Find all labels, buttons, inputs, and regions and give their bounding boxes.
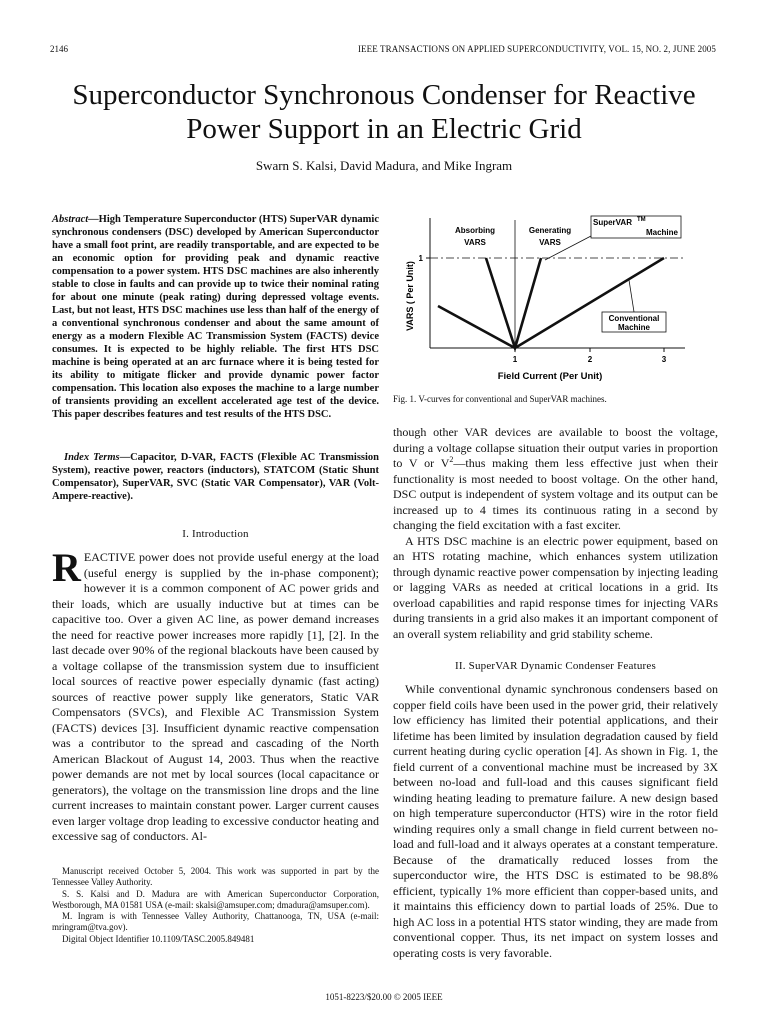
x-axis-label: Field Current (Per Unit) <box>497 371 603 382</box>
para1-part-b: —thus making them less effective just when their functionality is most needed to boost voltage. On the other hand, DSC output is independent of system voltage and its output can be increased up to 4 times its continuous rating in a second by changing the field excitation with a fast exciter. <box>393 456 718 532</box>
x-tick-label-1: 1 <box>512 355 518 364</box>
right-paragraph-1 <box>393 425 718 534</box>
label-generating: Generating <box>528 226 572 235</box>
page-number: 2146 <box>50 44 68 54</box>
label-supervar-tm: TM <box>637 217 646 223</box>
conventional-pointer <box>629 280 634 312</box>
label-supervar: SuperVAR <box>593 218 632 227</box>
footnote-1: Manuscript received October 5, 2004. This work was supported in part by the Tennessee Valley Authority. <box>52 866 379 888</box>
paper-title <box>0 78 768 146</box>
label-conventional: Conventional <box>608 314 660 323</box>
index-terms-text: Capacitor, D-VAR, FACTS (Flexible AC Transmission System), reactive power, reactors (inductors), STATCOM (Static Shunt Compensator), SuperVAR, SVC (Static VAR Compensator), VAR (Volt-Ampere-reactive). <box>52 452 379 502</box>
conventional-curve <box>438 258 664 348</box>
authors: Swarn S. Kalsi, David Madura, and Mike Ingram <box>255 158 513 173</box>
drop-cap: R <box>52 545 81 590</box>
index-terms-label: Index Terms <box>64 452 120 463</box>
superscript-2: 2 <box>449 455 454 464</box>
label-absorbing-vars: VARS <box>464 238 486 247</box>
label-generating-vars: VARS <box>539 238 561 247</box>
journal-header: IEEE TRANSACTIONS ON APPLIED SUPERCONDUCTIVITY, VOL. 15, NO. 2, JUNE 2005 <box>357 44 716 54</box>
index-terms: Index Terms—Capacitor, D-VAR, FACTS (Flexible AC Transmission System), reactive power, reactors (inductors), STATCOM (Static Shunt Compensator), SuperVAR, SVC (Static VAR Compensator), VAR (Volt-Ampere-reactive). <box>52 452 379 502</box>
y-axis-label: VARS ( Per Unit) <box>405 261 415 331</box>
label-supervar-machine: Machine <box>645 228 678 237</box>
label-conventional-machine: Machine <box>617 323 651 332</box>
abstract-text: High Temperature Superconductor (HTS) SuperVAR dynamic synchronous condensers (DSC) developed by American Superconductor have a small foot print, are readily transportable, and are expected to be an economic option for providing peak and dynamic reactive compensation to a power system. HTS DSC machines are also inherently stable to close in faults and can provide up to twice their nominal rating for about one minute (peak rating) during depressed voltage events. Last, but not least, HTS DSC machines use less than half of the energy of a conventional synchronous condenser and about the same amount of energy as a modern Flexible AC Transmission System (FACTS) device consumes. It is expected to be highly reliable. The first HTS DSC machine is being operated at an arc furnace where it is being tested for its ability to mitigate flicker and provide dynamic power factor compensation. This location also exposes the machine to a large number of transients providing an excellent accelerated age test of the device. This paper describes features and test results of the HTS DSC. <box>52 214 379 420</box>
abstract: Abstract—High Temperature Superconductor (HTS) SuperVAR dynamic synchronous condensers (DSC) developed by American Superconductor have a small foot print, are readily transportable, and are expected to be an economic option for providing peak and dynamic reactive compensation to a power system. HTS DSC machines are also inherently stable to close in faults and can provide up to twice their nominal rating for about one minute (peak rating) during depressed voltage events. Last, but not least, HTS DSC machines use less than half of the energy of a conventional synchronous condenser and about the same amount of energy as a modern Flexible AC Transmission System (FACTS) device consumes. It is expected to be highly reliable. The first HTS DSC machine is being operated at an arc furnace where it is being tested for its ability to mitigate flicker and provide dynamic power factor compensation. This location also exposes the machine to a large number of transients providing an excellent accelerated age test of the device. This paper describes features and test results of the HTS DSC. <box>52 214 379 420</box>
title-line-2: Power Support in an Electric Grid <box>186 113 582 145</box>
title-line-1: Superconductor Synchronous Condenser for Reactive <box>72 79 696 111</box>
footnote-3: M. Ingram is with Tennessee Valley Authority, Chattanooga, TN, USA (e-mail: mringram@tva.gov). <box>52 911 379 933</box>
x-tick-label-3: 3 <box>661 355 667 364</box>
section-1-text: EACTIVE power does not provide useful energy at the load (useful energy is supplied by the in-phase component); however it is a common component of AC power grids and their loads, which are usually inductive but at times can be capacitive too. Over a given AC line, as power demand increases the need for reactive power increases more rapidly [1], [2]. In the last decade over 90% of the regional blackouts have been caused by a voltage collapse of the transmission system due to insufficient local sources of reactive power especially dynamic (fast acting) sources of reactive power supply like generators, Static VAR Compensators (SVCs), and Flexible AC Transmission System (FACTS) devices [3]. Insufficient dynamic reactive compensation was a contributor to the spread and cascading of the North American Blackout of August 14, 2003. Thus when the reactive power demands are not met by local sources (local capacitance or generators), the voltage on the transmission line drops and the line current increases to maintain constant power. Larger current causes even larger voltage drop leading to excessive conductor heating and excessive sag of conductors. Al- <box>52 550 379 843</box>
footnote-2: S. S. Kalsi and D. Madura are with American Superconductor Corporation, Westborough, MA 01581 USA (e-mail: skalsi@amsuper.com; dmadura@amsuper.com). <box>52 888 379 910</box>
footnotes <box>52 866 379 945</box>
figure-v-curves <box>393 208 713 388</box>
y-tick-label-1: 1 <box>418 254 423 263</box>
x-tick-label-2: 2 <box>587 355 593 364</box>
abstract-label: Abstract <box>52 214 89 225</box>
section-1-body <box>52 545 379 845</box>
section-2-heading: II. SuperVAR Dynamic Condenser Features <box>455 660 656 672</box>
footnote-4: Digital Object Identifier 10.1109/TASC.2005.849481 <box>62 933 255 944</box>
figure-caption: Fig. 1. V-curves for conventional and SuperVAR machines. <box>393 394 607 404</box>
copyright-footer: 1051-8223/$20.00 © 2005 IEEE <box>325 992 443 1002</box>
section-1-heading: I. Introduction <box>182 528 249 540</box>
section-2-body: While conventional dynamic synchronous condensers based on copper field coils have been used in the power grid, their relatively low efficiency has limited their potential applications, and their lifetime has been limited by insulation degradation caused by field current heating during cyclic operation [4]. As shown in Fig. 1, the field current of a conventional machine must be increased by 3X between no-load and full-load and this causes significant field winding heating leading to premature failure. A new design based on high temperature superconductor (HTS) wire in the rotor field winding requires only a small change in field current between no-load and full-load and it always operates at a constant temperature. Because of the dramatically reduced losses from the superconductor wire, the HTS DSC is estimated to be 98.8% efficient, typically 1% more efficient than copper-based units, and it maintains this efficiency down to partial loads of 25%. Due to high AC loss in a potential HTS stator winding, they are made from conventional copper. Thus, its net impact on system losses and operating costs is very favorable. <box>393 682 718 960</box>
para1-part-a: though other VAR devices are available to boost the voltage, during a voltage collapse situation their output varies in proportion to V or V <box>393 425 718 470</box>
label-absorbing: Absorbing <box>455 226 495 235</box>
right-paragraph-2: A HTS DSC machine is an electric power equipment, based on an HTS rotating machine, which enhances system utilization through dynamic reactive power compensation by injecting leading or lagging VARs as needed at critical locations in a grid. Its overload capabilities and rapid response times for injecting VARs during transients in a grid also makes it an important component of an overall system reliability and grid stability scheme. <box>393 533 718 641</box>
supervar-curve <box>486 258 541 348</box>
right-column-body <box>393 425 718 642</box>
